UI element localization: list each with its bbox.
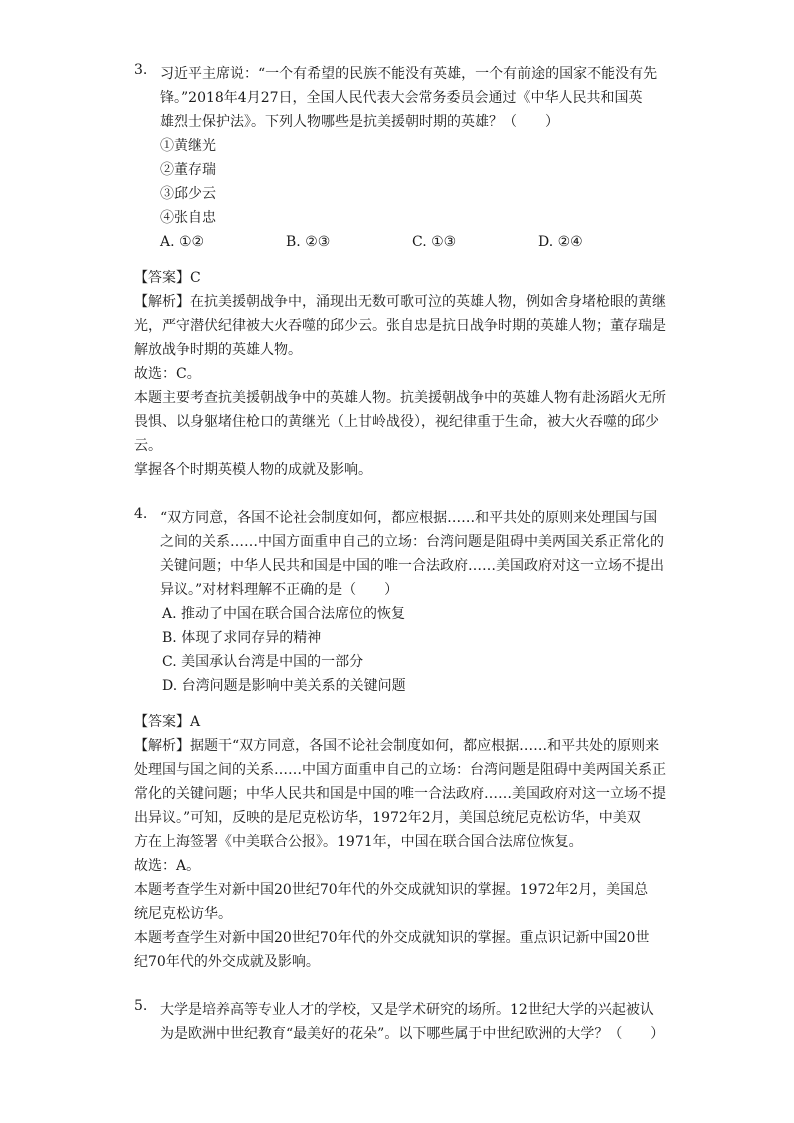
analysis-line: 故选：A。	[134, 858, 201, 874]
answer-block-3	[134, 266, 670, 482]
question-stem	[160, 62, 670, 254]
answer-line: 【答案】A	[134, 714, 201, 730]
list-item: ④张自忠	[160, 210, 216, 226]
option-d: D. 台湾问题是影响中美关系的关键问题	[162, 678, 406, 694]
list-item: ②董存瑞	[160, 162, 216, 178]
analysis-line: 本题主要考查抗美援朝战争中的英雄人物。抗美援朝战争中的英雄人物有赴汤蹈火无所	[134, 390, 666, 406]
question-3	[134, 62, 670, 254]
stem-line: 之间的关系……中国方面重申自己的立场：台湾问题是阻碍中美两国关系正常化的	[160, 534, 664, 550]
analysis-line: 方在上海签署《中美联合公报》。1971年，中国在联合国合法席位恢复。	[134, 834, 583, 850]
question-stem	[160, 998, 670, 1046]
option-a: A. ①②	[160, 234, 205, 250]
question-number: 5.	[134, 998, 148, 1014]
stem-line: 关键问题；中华人民共和国是中国的唯一合法政府……美国政府对这一立场不提出	[160, 558, 664, 574]
analysis-line: 【解析】据题干“双方同意，各国不论社会制度如何，都应根据……和平共处的原则来	[134, 738, 660, 754]
analysis-line: 【解析】在抗美援朝战争中，涌现出无数可歌可泣的英雄人物，例如舍身堵枪眼的黄继	[134, 294, 666, 310]
analysis-line: 出异议。”可知，反映的是尼克松访华，1972年2月，美国总统尼克松访华，中美双	[134, 810, 641, 826]
answer-line: 【答案】C	[134, 270, 201, 286]
stem-line: 异议。”对材料理解不正确的是（ ）	[160, 582, 399, 598]
answer-options	[160, 230, 670, 254]
option-d: D. ②④	[538, 234, 583, 250]
option-a: A. 推动了中国在联合国合法席位的恢复	[162, 606, 406, 622]
analysis-line: 掌握各个时期英模人物的成就及影响。	[134, 462, 372, 478]
list-item: ①黄继光	[160, 138, 216, 154]
stem-line: 雄烈士保护法》。下列人物哪些是抗美援朝时期的英雄？（ ）	[160, 114, 559, 130]
question-4	[134, 506, 670, 698]
answer-block-4	[134, 710, 670, 974]
analysis-line: 处理国与国之间的关系……中国方面重申自己的立场：台湾问题是阻碍中美两国关系正	[134, 762, 666, 778]
stem-line: 习近平主席说：“一个有希望的民族不能没有英雄，一个有前途的国家不能没有先	[160, 66, 658, 82]
question-number: 3.	[134, 62, 148, 78]
option-b: B. 体现了求同存异的精神	[162, 630, 322, 646]
stem-line: 锋。”2018年4月27日，全国人民代表大会常务委员会通过《中华人民共和国英	[160, 90, 643, 106]
analysis-line: 畏惧、以身躯堵住枪口的黄继光（上甘岭战役），视纪律重于生命，被大火吞噬的邱少	[134, 414, 659, 430]
analysis-line: 本题考查学生对新中国20世纪70年代的外交成就知识的掌握。重点识记新中国20世	[134, 930, 650, 946]
question-stem	[160, 506, 670, 698]
stem-line: 为是欧洲中世纪教育“最美好的花朵”。以下哪些属于中世纪欧洲的大学？（ ）	[160, 1026, 665, 1042]
question-5	[134, 998, 670, 1046]
question-number: 4.	[134, 506, 148, 522]
analysis-line: 故选：C。	[134, 366, 201, 382]
list-item: ③邱少云	[160, 186, 216, 202]
option-c: C. ①③	[412, 234, 457, 250]
stem-line: 大学是培养高等专业人才的学校，又是学术研究的场所。12世纪大学的兴起被认	[160, 1002, 654, 1018]
option-b: B. ②③	[286, 234, 331, 250]
analysis-line: 光，严守潜伏纪律被大火吞噬的邱少云。张自忠是抗日战争时期的英雄人物；董存瑞是	[134, 318, 666, 334]
analysis-line: 统尼克松访华。	[134, 906, 232, 922]
option-c: C. 美国承认台湾是中国的一部分	[162, 654, 364, 670]
stem-line: “双方同意，各国不论社会制度如何，都应根据……和平共处的原则来处理国与国	[160, 510, 658, 526]
analysis-line: 解放战争时期的英雄人物。	[134, 342, 302, 358]
analysis-line: 纪70年代的外交成就及影响。	[134, 954, 320, 970]
analysis-line: 本题考查学生对新中国20世纪70年代的外交成就知识的掌握。1972年2月，美国总	[134, 882, 649, 898]
analysis-line: 云。	[134, 438, 162, 454]
analysis-line: 常化的关键问题；中华人民共和国是中国的唯一合法政府……美国政府对这一立场不提	[134, 786, 666, 802]
